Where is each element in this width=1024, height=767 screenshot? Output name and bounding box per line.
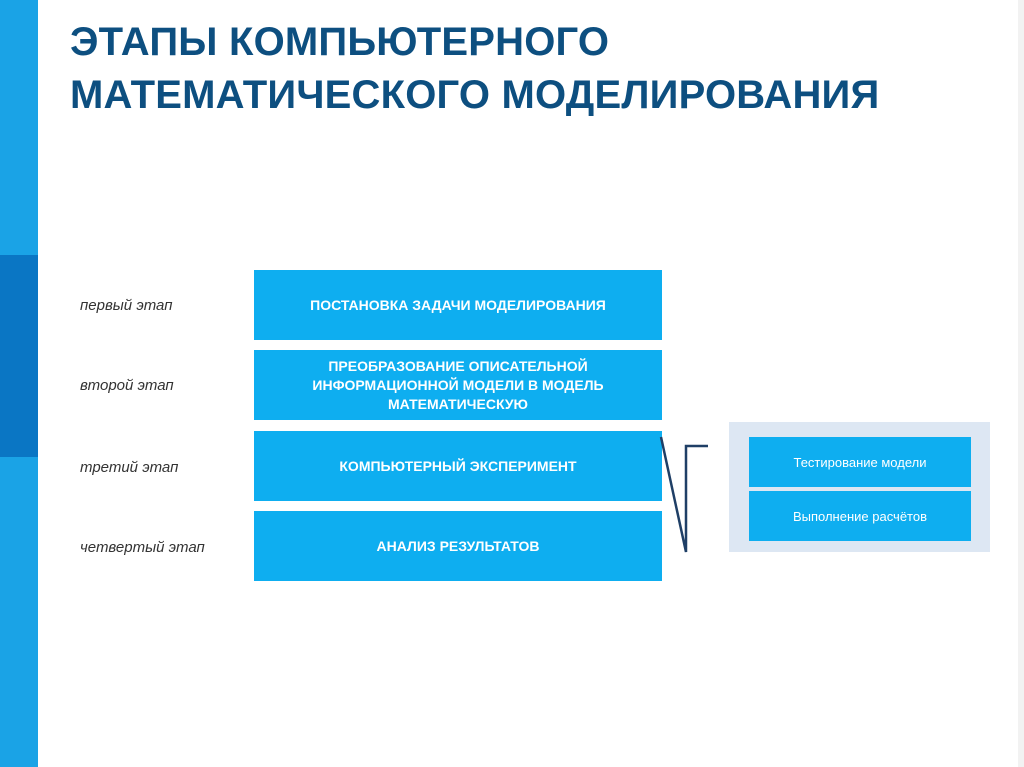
stage-box-3-text: КОМПЬЮТЕРНЫЙ ЭКСПЕРИМЕНТ xyxy=(339,457,577,474)
stage-label-1: первый этап xyxy=(80,297,173,314)
stage-box-2-text: ПРЕОБРАЗОВАНИЕ ОПИСАТЕЛЬНОЙ ИНФОРМАЦИОННОЙ МОДЕЛИ В МОДЕЛЬ МАТЕМАТИЧЕСКУЮ xyxy=(312,357,604,412)
stage-label-2: второй этап xyxy=(80,377,174,394)
stage-box-3 xyxy=(254,431,662,501)
title-line-2: МАТЕМАТИЧЕСКОГО МОДЕЛИРОВАНИЯ xyxy=(70,73,880,117)
step-testing-box xyxy=(749,437,971,487)
stage-box-1 xyxy=(254,270,662,340)
stage-box-2 xyxy=(254,350,662,420)
title-line-1: ЭТАПЫ КОМПЬЮТЕРНОГО xyxy=(70,20,610,64)
stage-label-4: четвертый этап xyxy=(80,539,205,556)
step-calculation-box xyxy=(749,491,971,541)
step-testing-text: Тестирование модели xyxy=(793,454,927,470)
stage-box-4 xyxy=(254,511,662,581)
sidebar-accent-dark xyxy=(0,255,38,457)
stage-box-1-text: ПОСТАНОВКА ЗАДАЧИ МОДЕЛИРОВАНИЯ xyxy=(310,296,606,313)
step-calculation-text: Выполнение расчётов xyxy=(792,508,928,524)
page-title xyxy=(70,16,970,122)
stage-box-4-text: АНАЛИЗ РЕЗУЛЬТАТОВ xyxy=(376,537,540,554)
right-edge xyxy=(1018,0,1024,767)
stage-label-3: третий этап xyxy=(80,459,179,476)
connector-line xyxy=(655,435,715,560)
